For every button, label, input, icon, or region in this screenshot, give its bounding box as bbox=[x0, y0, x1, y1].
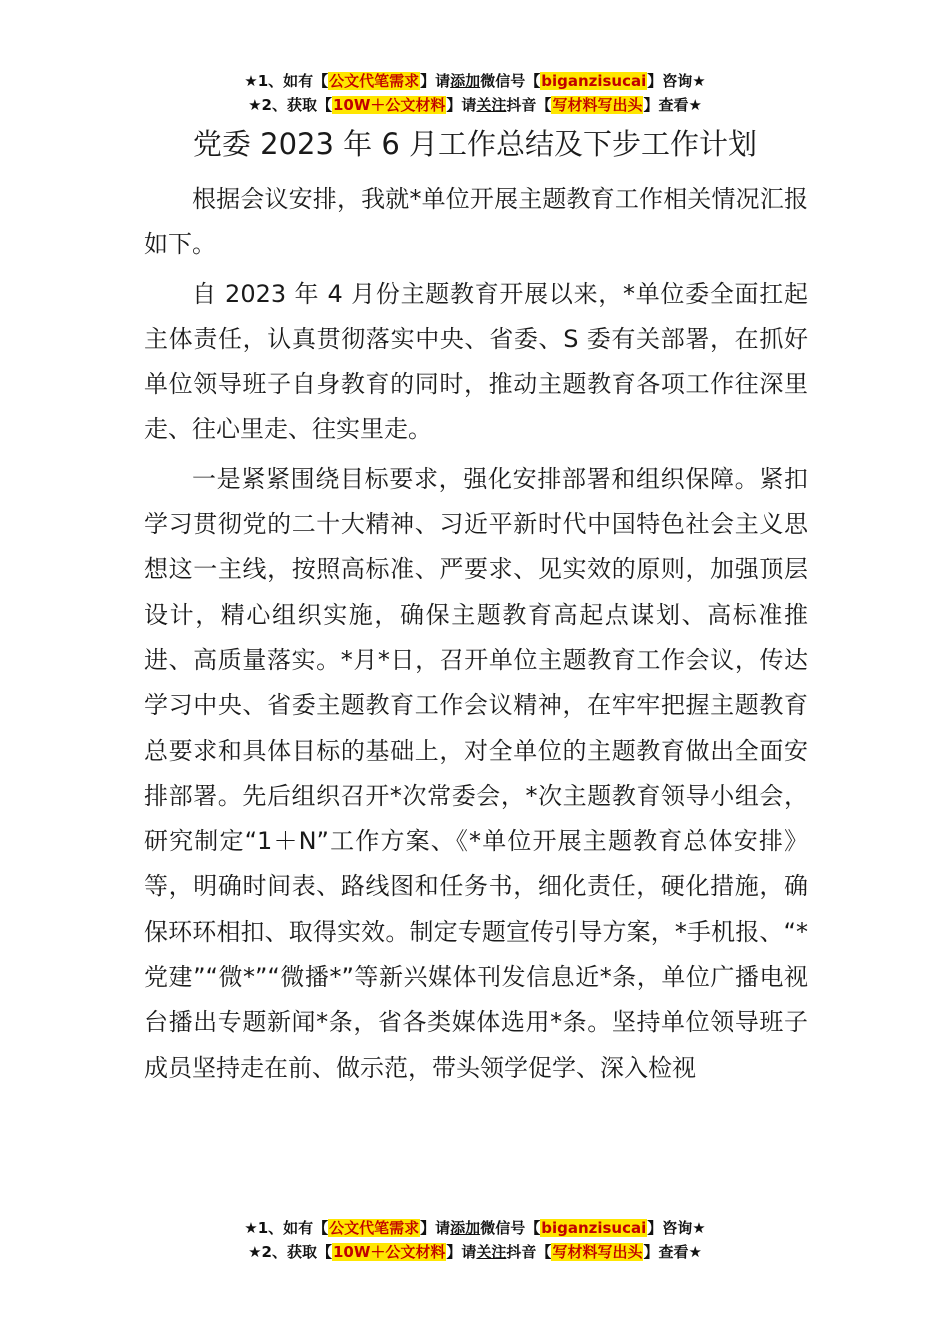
highlight-wechat-id: biganzisucai bbox=[541, 1219, 647, 1237]
highlight-douyin-account: 写材料写出头 bbox=[552, 1243, 643, 1261]
highlight-writing-service: 公文代笔需求 bbox=[329, 1219, 420, 1237]
promo-line-1: ★1、如有【公文代笔需求】请添加微信号【biganzisucai】咨询★ bbox=[244, 1219, 706, 1237]
star-icon: ★ bbox=[692, 1219, 706, 1237]
promo-line-2: ★2、获取【10W＋公文材料】请关注抖音【写材料写出头】查看★ bbox=[248, 1243, 702, 1261]
paragraph-intro: 根据会议安排，我就*单位开展主题教育工作相关情况汇报如下。 bbox=[144, 185, 808, 259]
document-body bbox=[144, 177, 808, 1095]
star-icon: ★ bbox=[244, 72, 258, 90]
star-icon: ★ bbox=[688, 1243, 702, 1261]
star-icon: ★ bbox=[692, 72, 706, 90]
document-title: 党委 2023 年 6 月工作总结及下步工作计划 bbox=[192, 127, 758, 161]
promo-line-1: ★1、如有【公文代笔需求】请添加微信号【biganzisucai】咨询★ bbox=[244, 72, 706, 90]
star-icon: ★ bbox=[244, 1219, 258, 1237]
promo-line-2: ★2、获取【10W＋公文材料】请关注抖音【写材料写出头】查看★ bbox=[248, 96, 702, 114]
highlight-writing-service: 公文代笔需求 bbox=[329, 72, 420, 90]
highlight-douyin-account: 写材料写出头 bbox=[552, 96, 643, 114]
highlight-materials: 10W＋公文材料 bbox=[332, 1243, 446, 1261]
paragraph-point-one: 一是紧紧围绕目标要求，强化安排部署和组织保障。紧扣学习贯彻党的二十大精神、习近平新时代中国特色社会主义思想这一主线，按照高标准、严要求、见实效的原则，加强顶层设计，精心组织实施，确保主题教育高起点谋划、高标准推进、高质量落实。*月*日，召开单位主题教育工作会议，传达学习中央、省委主题教育工作会议精神，在牢牢把握主题教育总要求和具体目标的基础上，对全单位的主题教育做出全面安排部署。先后组织召开*次常委会，*次主题教育领导小组会，研究制定“1＋N”工作方案、《*单位开展主题教育总体安排》等，明确时间表、路线图和任务书，细化责任，硬化措施，确保环环相扣、取得实效。制定专题宣传引导方案，*手机报、“*党建”“微*”“微播*”等新兴媒体刊发信息近*条，单位广播电视台播出专题新闻*条，省各类媒体选用*条。坚持单位领导班子成员坚持走在前、做示范，带头领学促学、深入检视 bbox=[144, 464, 808, 1082]
highlight-materials: 10W＋公文材料 bbox=[332, 96, 446, 114]
star-icon: ★ bbox=[688, 96, 702, 114]
star-icon: ★ bbox=[248, 1243, 262, 1261]
paragraph-overview: 自 2023 年 4 月份主题教育开展以来，*单位委全面扛起主体责任，认真贯彻落实中央、省委、S 委有关部署，在抓好单位领导班子自身教育的同时，推动主题教育各项工作往深里走、往心里走、往实里走。 bbox=[144, 279, 808, 444]
star-icon: ★ bbox=[248, 96, 262, 114]
footer-promo-banner bbox=[0, 1216, 950, 1264]
highlight-wechat-id: biganzisucai bbox=[541, 72, 647, 90]
header-promo-banner bbox=[0, 69, 950, 117]
